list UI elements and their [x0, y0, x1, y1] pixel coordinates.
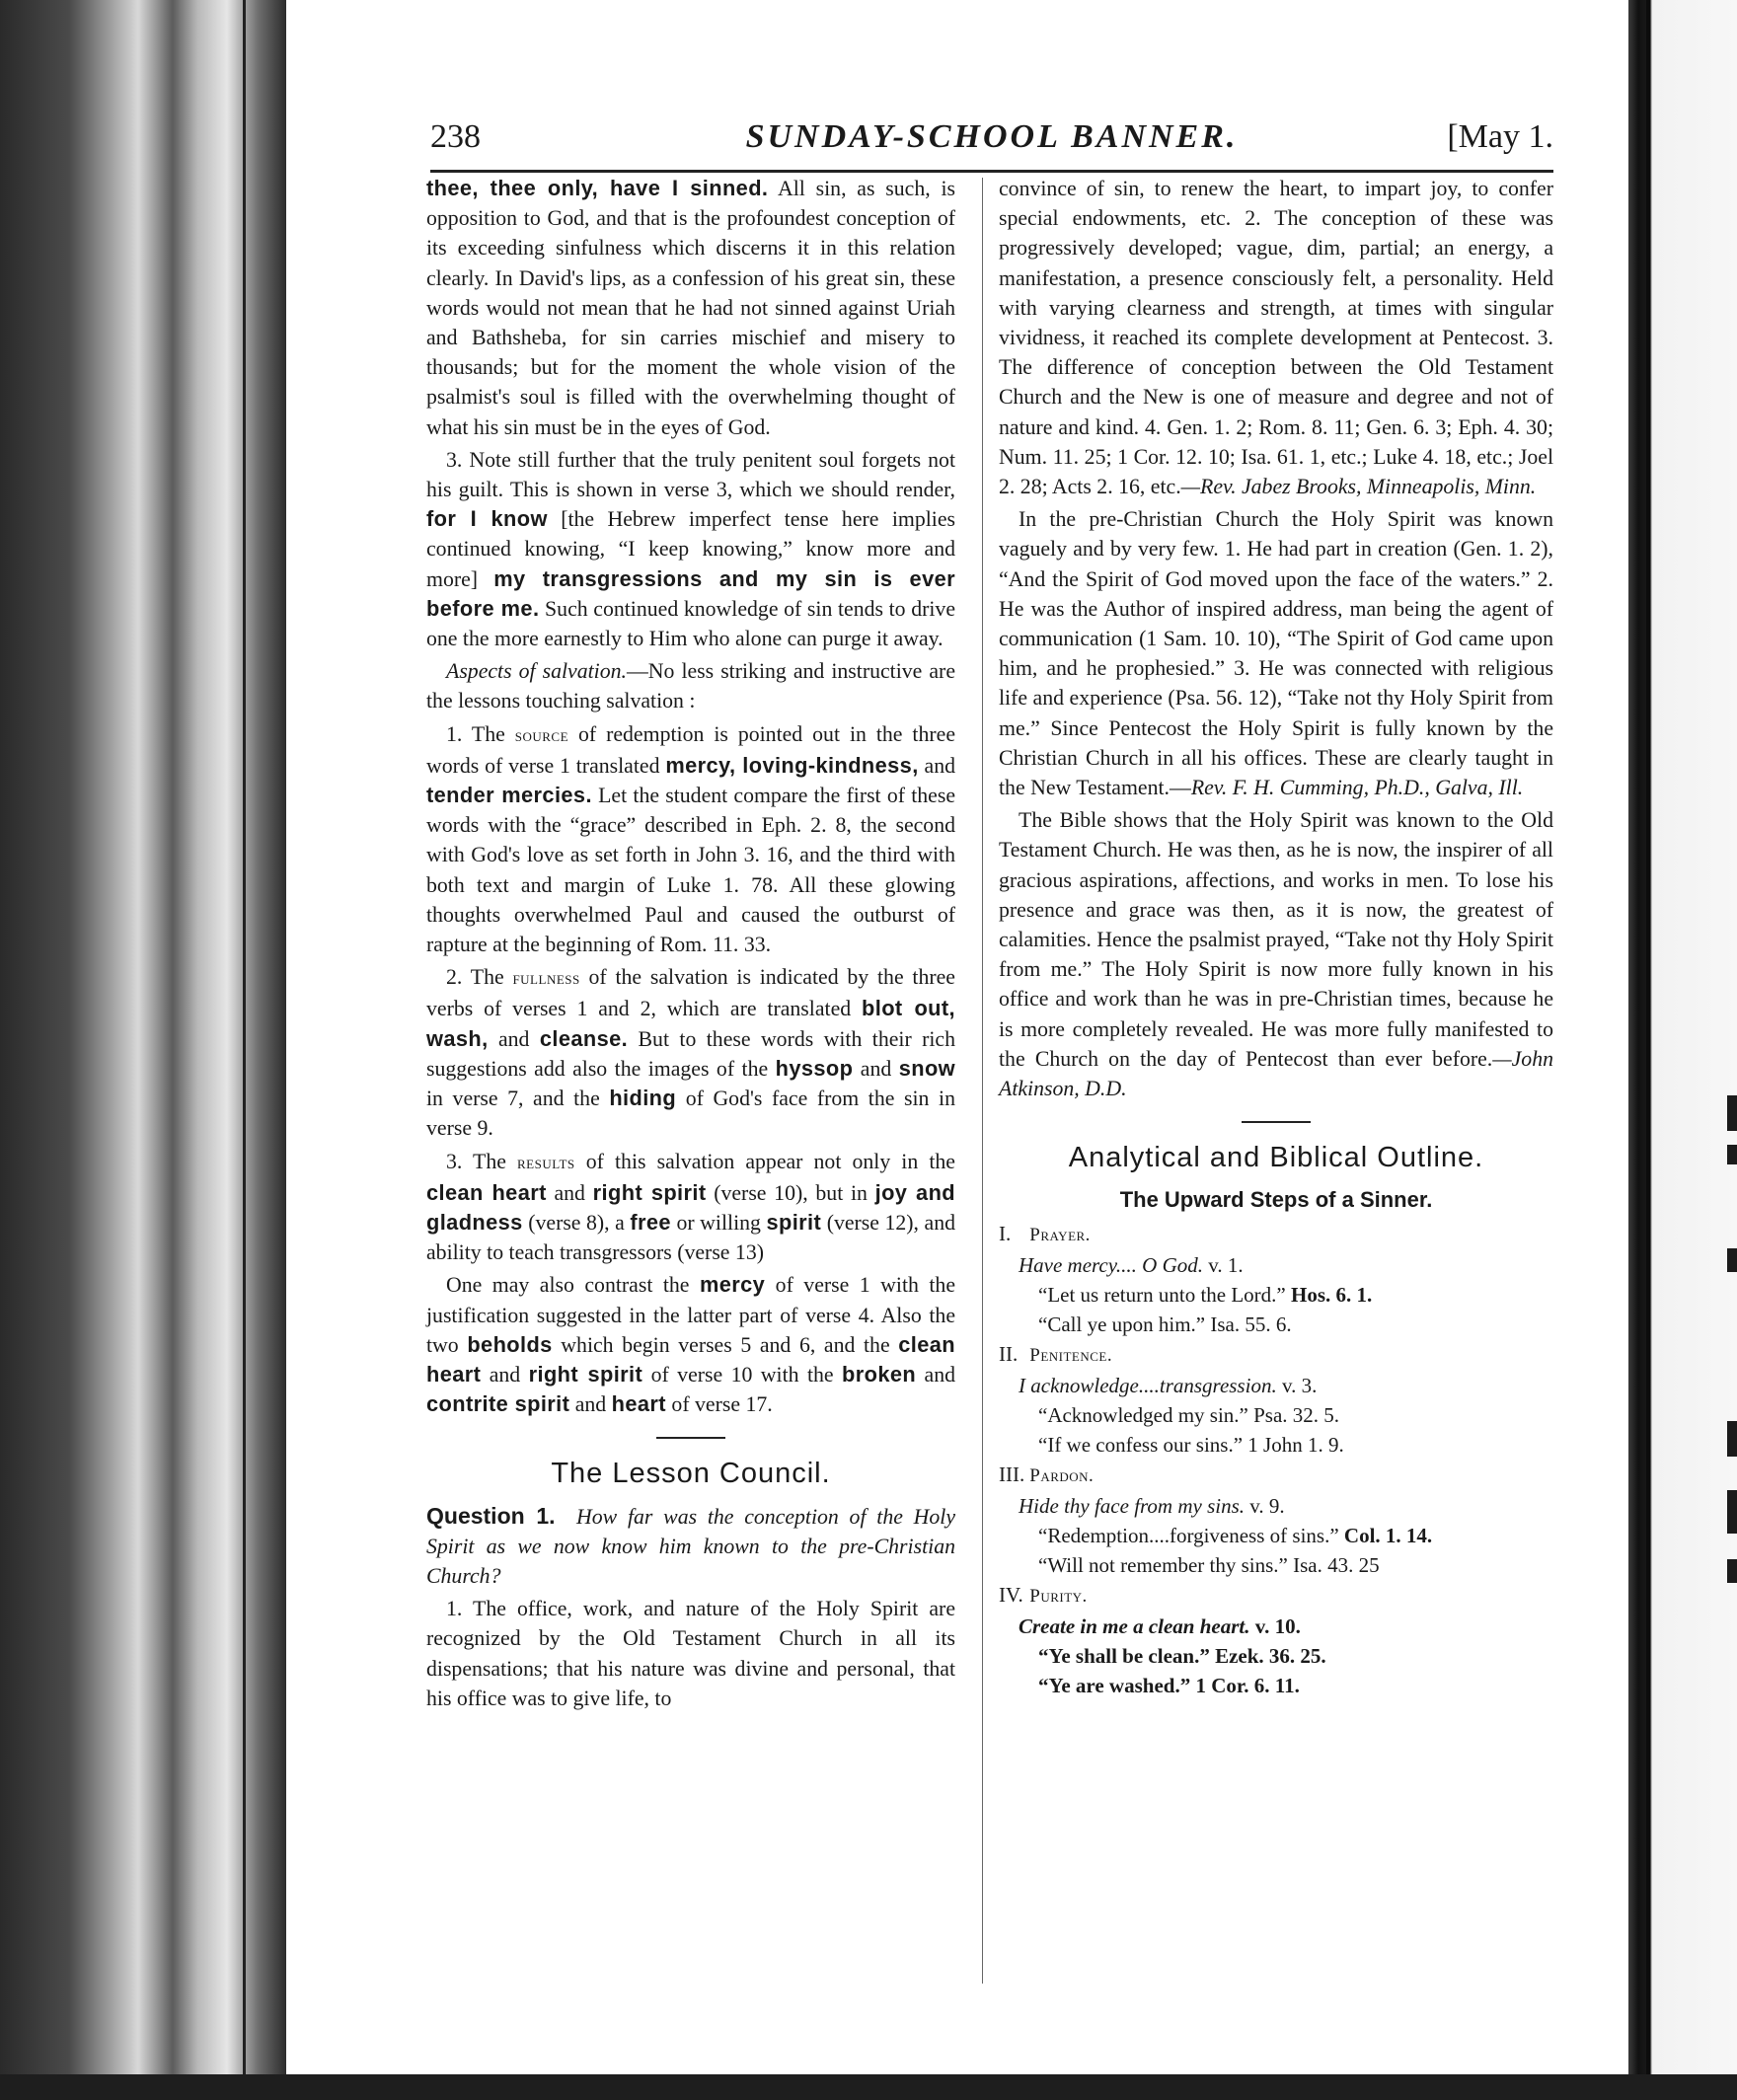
paragraph: One may also contrast the mercy of verse 1 with the justification suggested in the latter part of verse 4. Also the two beholds which begin verses 5 and 6, and the clean heart and right spirit of verse 10 with the broken and contrite spirit and heart of verse 17.: [426, 1272, 956, 1417]
signature: Rev. F. H. Cumming, Ph.D., Galva, Ill.: [1190, 776, 1524, 800]
paragraph: The Bible shows that the Holy Spirit was known to the Old Testament Church. He was then, as he is now, the inspirer of all gracious aspirations, affections, and works in men. To lose his presence and grace was then, as it is now, the greatest of calamities. Hence the psalmist prayed, “Take not thy Holy Spirit from me.” The Holy Spirit is now more fully known in his office and work than he was in pre-Christian times, because he is more completely revealed. He was more fully manifested to the Church on the day of Pentecost than ever before.—John Atkinson, D.D.: [999, 808, 1554, 1101]
adjacent-page-fragment: [1727, 1490, 1737, 1534]
paragraph: 2. The fullness of the salvation is indicated by the three verbs of verses 1 and 2, which are translated blot out, wash, and cleanse. But to these words with their rich suggestions add also the images of the hyssop and snow in verse 7, and the hiding of God's face from the sin in verse 9.: [426, 965, 956, 1141]
paragraph: Aspects of salvation.—No less striking and instructive are the lessons touching salvation :: [426, 659, 955, 713]
scan-bottom-edge: [0, 2074, 1737, 2100]
adjacent-page-fragment: [1727, 1421, 1737, 1457]
outline-reference: “Ye are washed.” 1 Cor. 6. 11.: [1038, 1673, 1300, 1697]
outline-heading: III. Pardon.: [999, 1462, 1095, 1486]
paragraph: thee, thee only, have I sinned. All sin, as such, is opposition to God, and that is the profoundest conception of its exceeding sinfulness which discerns it in this relation clearly. In David's lips, as a confession of his great sin, these words would not mean that he had not sinned against Uriah and Bathsheba, for sin carries mischief and misery to thousands; but for the moment the whole vision of the psalmist's soul is filled with the overwhelming thought of what his sin must be in the eyes of God.: [426, 176, 955, 439]
column-divider: [982, 178, 983, 1984]
paragraph: 3. The results of this salvation appear not only in the clean heart and right spirit (verse 10), but in joy and gladness (verse 8), a free or willing spirit (verse 12), and ability to teach transgressors (verse 13): [426, 1149, 956, 1265]
outline-key-text: Create in me a clean heart. v. 10.: [1019, 1613, 1301, 1638]
adjacent-page-fragment: [1727, 1145, 1737, 1164]
adjacent-page-rule: [1646, 0, 1650, 2100]
outline-reference: “Acknowledged my sin.” Psa. 32. 5.: [1038, 1402, 1340, 1427]
page-number: 238: [430, 118, 481, 155]
adjacent-page-edge: [1628, 0, 1737, 2100]
outline-heading: IV. Purity.: [999, 1582, 1088, 1607]
binding-line: [243, 0, 246, 2100]
section-title: The Lesson Council.: [551, 1458, 831, 1490]
signature: —John Atkinson, D.D.: [999, 1046, 1553, 1101]
adjacent-page-fragment: [1727, 1248, 1737, 1272]
section-rule: [656, 1437, 725, 1439]
paragraph: In the pre-Christian Church the Holy Spirit was known vaguely and by very few. 1. He had part in creation (Gen. 1. 2), “And the Spirit of God moved upon the face of the waters.” 2. He was the Author of inspired address, man being the agent of communication (1 Sam. 10. 10), “The Spirit of God came upon him, and he prophesied.” 3. He was connected with religious life and experience (Psa. 56. 12), “Take not thy Holy Spirit from me.” Since Pentecost the Holy Spirit is fully known by the Christian Church in all his offices. These are clearly taught in the New Testament.—Rev. F. H. Cumming, Ph.D., Galva, Ill.: [999, 507, 1553, 800]
question: Question 1. How far was the conception of the Holy Spirit as we now know him known to the pre-Christian Church?: [426, 1502, 956, 1588]
outline-key-text: Have mercy.... O God. v. 1.: [1019, 1252, 1244, 1277]
outline: [999, 1219, 1553, 1700]
outline-key-text: I acknowledge....transgression. v. 3.: [1019, 1373, 1318, 1397]
right-column: [999, 174, 1553, 1700]
signature: —Rev. Jabez Brooks, Minneapolis, Minn.: [1180, 475, 1537, 499]
outline-reference: “Will not remember thy sins.” Isa. 43. 25: [1038, 1552, 1380, 1577]
outline-reference: “Let us return unto the Lord.” Hos. 6. 1.: [1038, 1282, 1373, 1307]
outline-heading: II. Penitence.: [999, 1341, 1113, 1366]
outline-reference: “If we confess our sins.” 1 John 1. 9.: [1038, 1432, 1344, 1457]
left-column: [426, 174, 955, 1716]
outline-reference: “Redemption....forgiveness of sins.” Col. 1. 14.: [1038, 1523, 1433, 1547]
outline-reference: “Ye shall be clean.” Ezek. 36. 25.: [1038, 1643, 1326, 1668]
section-subtitle: The Upward Steps of a Sinner.: [1119, 1186, 1433, 1212]
section-rule: [1242, 1121, 1311, 1123]
paragraph: 1. The office, work, and nature of the Holy Spirit are recognized by the Old Testament Church in all its dispensations; that his nature was divine and personal, that his office was to give life, to: [426, 1597, 955, 1710]
issue-date: [May 1.: [1447, 118, 1553, 155]
paragraph: 1. The source of redemption is pointed out in the three words of verse 1 translated mercy, loving-kindness, and tender mercies. Let the student compare the first of these words with the “grace” described in Eph. 2. 8, the second with God's love as set forth in John 3. 16, and the third with both text and margin of Luke 1. 78. All these glowing thoughts overwhelmed Paul and caused the outburst of rapture at the beginning of Rom. 11. 33.: [426, 721, 956, 957]
outline-heading: I. Prayer.: [999, 1221, 1091, 1245]
adjacent-page-fragment: [1727, 1095, 1737, 1131]
running-title: SUNDAY-SCHOOL BANNER.: [745, 118, 1239, 155]
running-header: [430, 111, 1553, 170]
paragraph: 3. Note still further that the truly penitent soul forgets not his guilt. This is shown in verse 3, which we should render, for I know [the Hebrew imperfect tense here implies continued knowing, “I keep knowing,” know more and more] my transgressions and my sin is ever before me. Such continued knowledge of sin tends to drive one the more earnestly to Him who alone can purge it away.: [426, 447, 956, 651]
header-rule: [430, 170, 1553, 173]
adjacent-page-fragment: [1727, 1559, 1737, 1583]
paragraph: convince of sin, to renew the heart, to impart joy, to confer special endowments, etc. 2. The conception of these was progressively developed; vague, dim, partial; an energy, a manifestation, a presence consciously felt, a personality. Held with varying clearness and strength, at times with singular vividness, it reached its complete development at Pentecost. 3. The difference of conception between the Old Testament Church and the New is one of measure and degree and not of nature and kind. 4. Gen. 1. 2; Rom. 8. 11; Gen. 6. 3; Eph. 4. 30; Num. 11. 25; 1 Cor. 12. 10; Isa. 61. 1, etc.; Luke 4. 18, etc.; Joel 2. 28; Acts 2. 16, etc.—Rev. Jabez Brooks, Minneapolis, Minn.: [999, 177, 1553, 499]
outline-reference: “Call ye upon him.” Isa. 55. 6.: [1038, 1312, 1292, 1336]
outline-key-text: Hide thy face from my sins. v. 9.: [1019, 1493, 1285, 1518]
section-title: Analytical and Biblical Outline.: [1068, 1142, 1484, 1174]
